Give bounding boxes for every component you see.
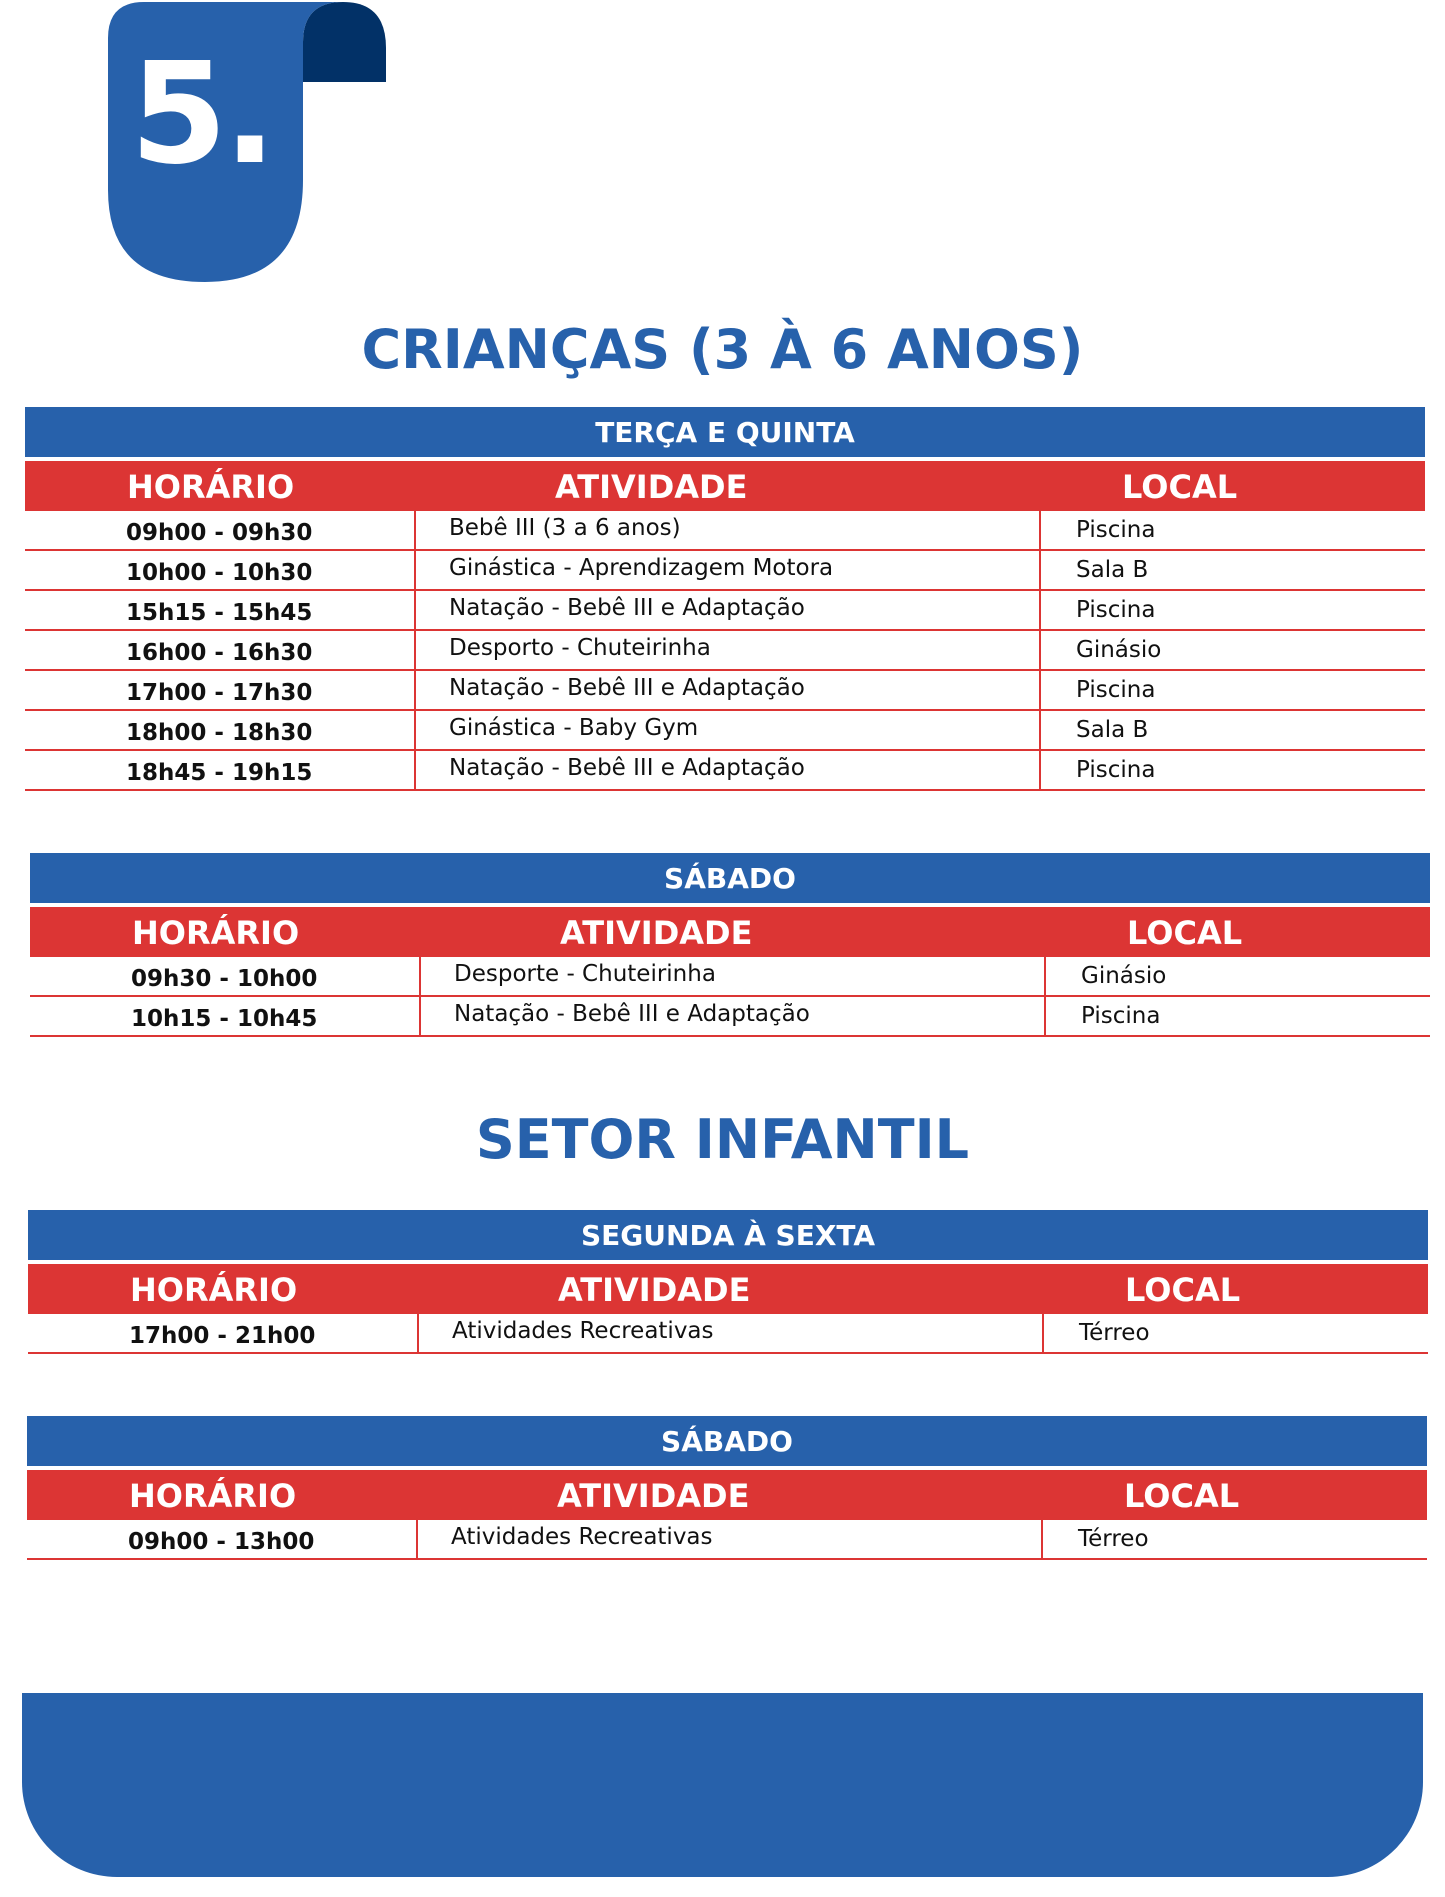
cell-time: 09h00 - 09h30 <box>126 520 313 546</box>
cell-time: 18h45 - 19h15 <box>126 760 313 786</box>
schedule-saturday-children <box>30 853 1430 1037</box>
column-header-activity: ATIVIDADE <box>555 468 748 506</box>
column-header-place: LOCAL <box>1125 1271 1241 1309</box>
schedule-saturday-infant <box>27 1416 1427 1560</box>
cell-time: 09h00 - 13h00 <box>128 1529 315 1555</box>
cell-time: 17h00 - 21h00 <box>129 1323 316 1349</box>
cell-place: Sala B <box>1076 557 1149 583</box>
cell-place: Piscina <box>1076 597 1156 623</box>
table-row <box>25 551 1425 591</box>
cell-activity: Ginástica - Baby Gym <box>449 715 699 741</box>
section-number: 5. <box>130 33 273 196</box>
column-header-time: HORÁRIO <box>127 468 295 506</box>
table-row <box>30 957 1430 997</box>
cell-activity: Natação - Bebê III e Adaptação <box>449 675 805 701</box>
table-body <box>28 1314 1428 1354</box>
table-body <box>25 511 1425 791</box>
schedule-tue-thu <box>25 407 1425 791</box>
cell-activity: Desporto - Chuteirinha <box>449 635 711 661</box>
column-header-place: LOCAL <box>1127 914 1243 952</box>
table-body <box>30 957 1430 1037</box>
column-header-row <box>25 461 1425 511</box>
cell-place: Piscina <box>1076 517 1156 543</box>
cell-time: 16h00 - 16h30 <box>126 640 313 666</box>
cell-place: Piscina <box>1076 677 1156 703</box>
day-header: TERÇA E QUINTA <box>25 407 1425 457</box>
table-row <box>28 1314 1428 1354</box>
cell-place: Sala B <box>1076 717 1149 743</box>
cell-place: Piscina <box>1081 1003 1161 1029</box>
cell-place: Ginásio <box>1081 963 1167 989</box>
column-header-row <box>28 1264 1428 1314</box>
table-row <box>27 1520 1427 1560</box>
day-header: SÁBADO <box>30 853 1430 903</box>
column-header-time: HORÁRIO <box>130 1271 298 1309</box>
schedule-mon-fri <box>28 1210 1428 1354</box>
cell-activity: Bebê III (3 a 6 anos) <box>449 515 681 541</box>
day-header: SEGUNDA À SEXTA <box>28 1210 1428 1260</box>
cell-activity: Atividades Recreativas <box>452 1318 714 1344</box>
table-body <box>27 1520 1427 1560</box>
footer-band <box>22 1693 1423 1877</box>
column-header-place: LOCAL <box>1124 1477 1240 1515</box>
column-header-row <box>27 1470 1427 1520</box>
table-row <box>25 591 1425 631</box>
title-infant-sector: SETOR INFANTIL <box>475 1108 970 1171</box>
cell-place: Piscina <box>1076 757 1156 783</box>
column-header-time: HORÁRIO <box>132 914 300 952</box>
table-row <box>25 711 1425 751</box>
cell-activity: Atividades Recreativas <box>451 1524 713 1550</box>
table-row <box>30 997 1430 1037</box>
cell-time: 09h30 - 10h00 <box>131 966 318 992</box>
table-row <box>25 631 1425 671</box>
cell-place: Térreo <box>1079 1320 1150 1346</box>
cell-activity: Natação - Bebê III e Adaptação <box>454 1001 810 1027</box>
cell-time: 15h15 - 15h45 <box>126 600 313 626</box>
cell-time: 17h00 - 17h30 <box>126 680 313 706</box>
column-header-time: HORÁRIO <box>129 1477 297 1515</box>
cell-place: Ginásio <box>1076 637 1162 663</box>
column-header-activity: ATIVIDADE <box>560 914 753 952</box>
cell-activity: Natação - Bebê III e Adaptação <box>449 595 805 621</box>
table-row <box>25 751 1425 791</box>
cell-time: 10h15 - 10h45 <box>131 1006 318 1032</box>
cell-activity: Ginástica - Aprendizagem Motora <box>449 555 834 581</box>
table-row <box>25 671 1425 711</box>
table-row <box>25 511 1425 551</box>
title-children: CRIANÇAS (3 À 6 ANOS) <box>361 318 1084 381</box>
cell-place: Térreo <box>1078 1526 1149 1552</box>
column-header-place: LOCAL <box>1122 468 1238 506</box>
column-header-activity: ATIVIDADE <box>557 1477 750 1515</box>
cell-activity: Natação - Bebê III e Adaptação <box>449 755 805 781</box>
cell-time: 18h00 - 18h30 <box>126 720 313 746</box>
column-header-activity: ATIVIDADE <box>558 1271 751 1309</box>
cell-activity: Desporte - Chuteirinha <box>454 961 716 987</box>
day-header: SÁBADO <box>27 1416 1427 1466</box>
column-header-row <box>30 907 1430 957</box>
cell-time: 10h00 - 10h30 <box>126 560 313 586</box>
